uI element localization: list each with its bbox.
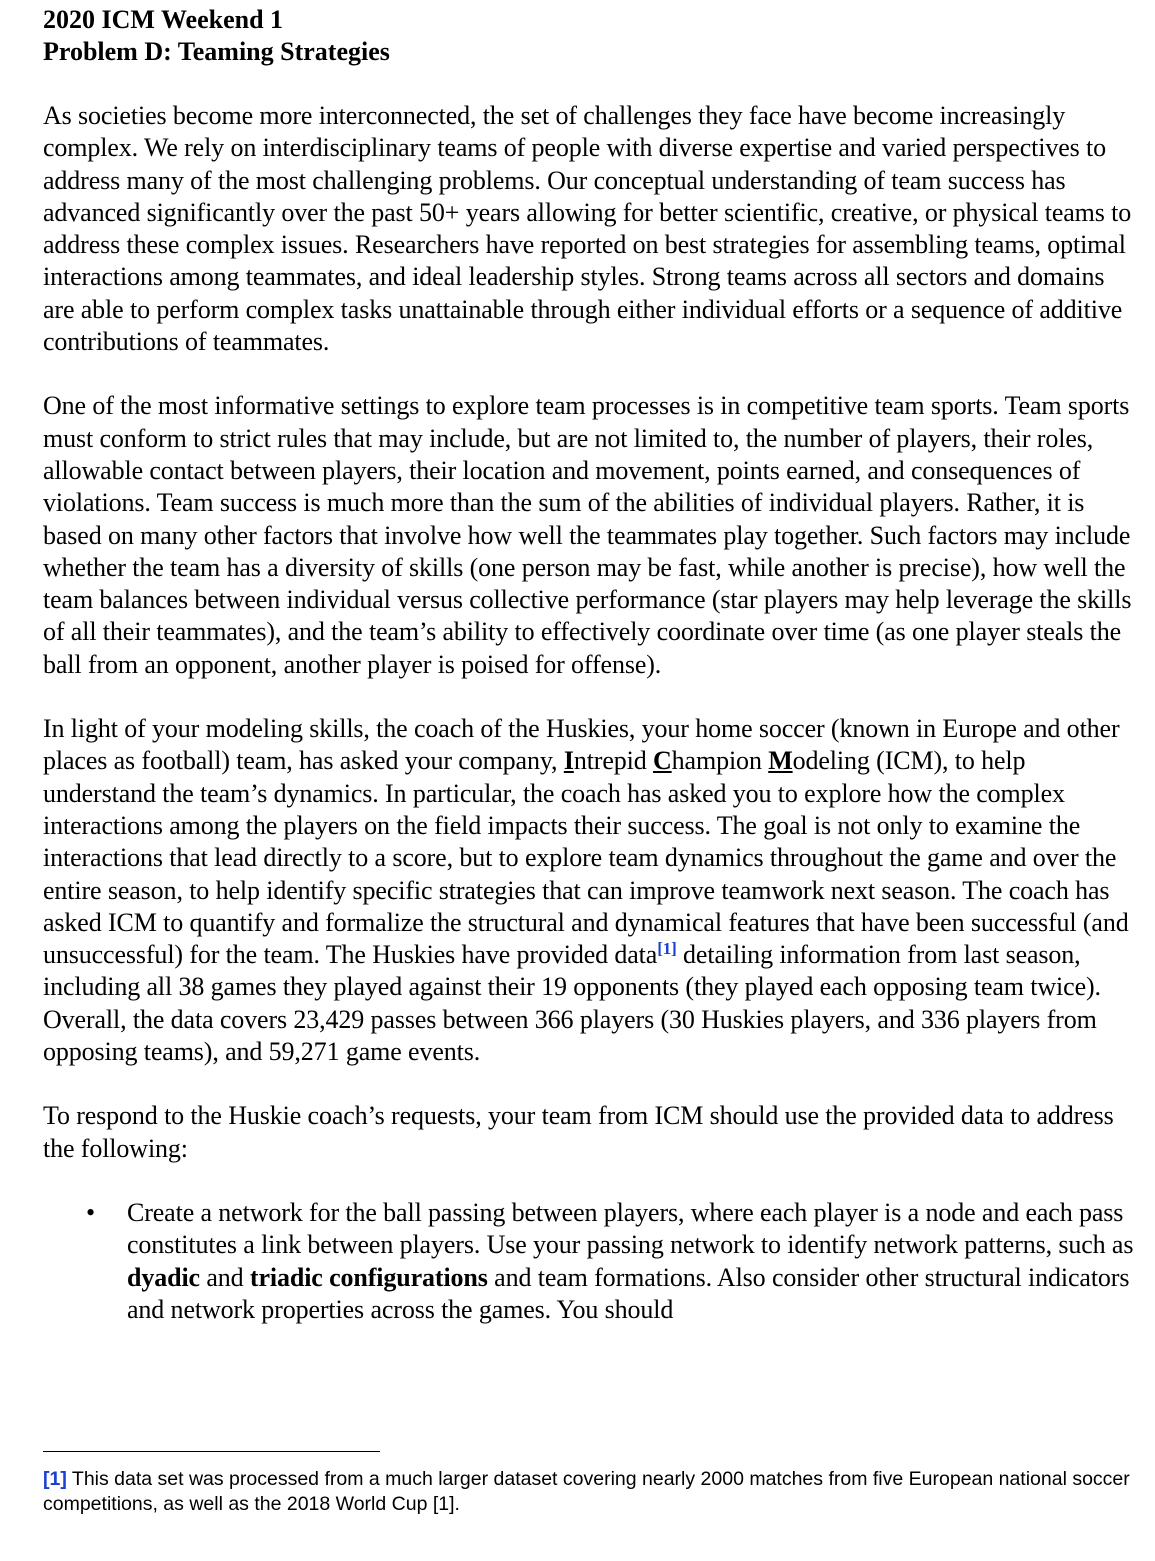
text-segment: (ICM), to help understand the team’s dynamics. In particular, the coach has asked you to explore how the complex interactions among the players on the field impacts their success. The goal is not only to examine the interactions that lead directly to a score, but to explore team dynamics throughout the game and over the entire season, to help identify specific strategies that can improve teamwork next season. The coach has asked ICM to quantify and formalize the structural and dynamical features that have been successful (and unsuccessful) for the team. The Huskies have provided data xyxy=(43,746,1129,970)
footnote-reference-link[interactable]: [1] xyxy=(657,939,677,959)
text-segment: odeling xyxy=(792,746,870,776)
paragraph-team-sports: One of the most informative settings to explore team processes is in competitive team sports. Team sports must conform to strict rules that may include, but are not limited to, the number of players, their roles, allowable contact between players, their location and movement, points earned, and consequences of violations. Team success is much more than the sum of the abilities of individual players. Rather, it is based on many other factors that involve how well the teammates play together. Such factors may include whether the team has a diversity of skills (one person may be fast, while another is precise), how well the team balances between individual versus collective performance (star players may help leverage the skills of all their teammates), and the team’s ability to effectively coordinate over time (as one player steals the ball from an opponent, another player is poised for offense). xyxy=(43,391,1132,679)
footnote-divider xyxy=(43,1451,380,1452)
document-title-line2: Problem D: Teaming Strategies xyxy=(43,37,390,66)
text-segment: detailing information from last season, including all 38 games they played against their 19 opponents (they played each opposing team twice). Overall, the data covers 23,429 passes between 366 players (30 Huskies players, and 336 players from opposing teams), and 59,271 game events. xyxy=(43,940,1101,1067)
footnote xyxy=(43,1467,1133,1516)
bullet-text xyxy=(127,1197,1138,1326)
bullet-item-network xyxy=(43,1197,1138,1326)
paragraph-intro: As societies become more interconnected, the set of challenges they face have become increasingly complex. We rely on interdisciplinary teams of people with diverse expertise and varied perspectives to address many of the most challenging problems. Our conceptual understanding of team success has advanced significantly over the past 50+ years allowing for better scientific, creative, or physical teams to address these complex issues. Researchers have reported on best strategies for assembling teams, optimal interactions among teammates, and ideal leadership styles. Strong teams across all sectors and domains are able to perform complex tasks unattainable through either individual efforts or a sequence of additive contributions of teammates. xyxy=(43,101,1132,357)
document-title-line1: 2020 ICM Weekend 1 xyxy=(43,5,284,34)
bold-term-triadic: triadic configurations xyxy=(249,1262,488,1292)
bold-term-dyadic: dyadic xyxy=(127,1262,200,1292)
paragraph-respond: To respond to the Huskie coach’s requests, your team from ICM should use the provided data to address the following: xyxy=(43,1101,1114,1163)
text-segment: ntrepid xyxy=(573,746,653,776)
bullet-marker: • xyxy=(86,1197,96,1227)
paragraph-huskies-request xyxy=(43,713,1138,1068)
acronym-letter-c: C xyxy=(653,746,672,776)
footnote-number: [1] xyxy=(43,1468,67,1490)
footnote-text: This data set was processed from a much larger dataset covering nearly 2000 matches from five European national soccer competitions, as well as the 2018 World Cup [1]. xyxy=(43,1468,1130,1515)
text-segment: and xyxy=(199,1262,250,1292)
text-segment: In light of your modeling skills, the coach of the Huskies, your home soccer (known in Europe and other places as football) team, has asked your company, xyxy=(43,714,1120,776)
acronym-letter-i: I xyxy=(563,746,574,776)
text-segment: Create a network for the ball passing between players, where each player is a node and each pass constitutes a link between players. Use your passing network to identify network patterns, such as xyxy=(127,1197,1134,1260)
text-segment: and team formations. Also consider other structural indicators and network properties across the games. You should xyxy=(127,1262,1130,1324)
text-segment: hampion xyxy=(671,746,769,776)
acronym-letter-m: M xyxy=(768,746,793,776)
document-page xyxy=(43,4,1138,1326)
